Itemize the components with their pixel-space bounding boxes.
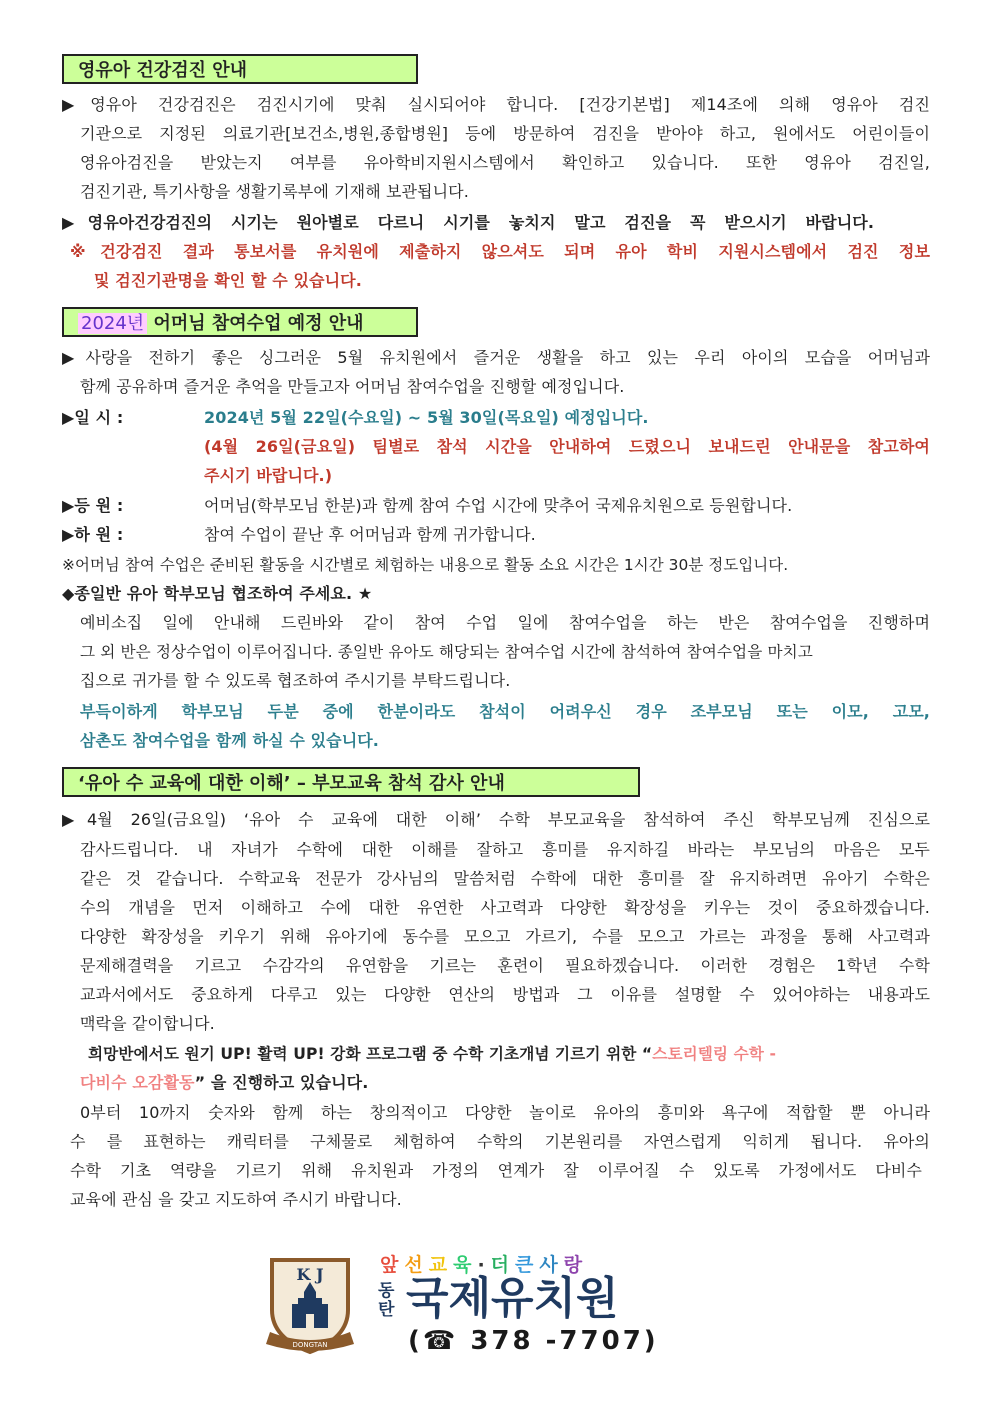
program-line: [88, 1039, 776, 1069]
slogan-char: 육: [453, 1254, 478, 1276]
date-value: 2024년 5월 22일(수요일) ~ 5월 30일(목요일) 예정입니다.: [204, 408, 649, 427]
section-header-math-education: [62, 767, 640, 797]
program-line: [80, 1068, 368, 1098]
health-note-line: ※건강검진 결과 통보서를 유치원에 제출하지 않으셔도 되며 유아 학비 지원시스템에서 검진 정보: [70, 242, 930, 261]
section-header-health-check: [62, 54, 418, 84]
paragraph-line: 예비소집 일에 안내해 드린바와 같이 참여 수업 일에 참여수업을 하는 반은 참여수업을 진행하며: [80, 613, 930, 632]
paragraph-line: ▶영유아건강검진의 시기는 원아별로 다르니 시기를 놓치지 말고 검진을 꼭 받으시기 바랍니다.: [62, 213, 874, 232]
paragraph-line: 0부터 10까지 숫자와 함께 하는 창의적이고 다양한 놀이로 유아의 흥미와 욕구에 적합할 뿐 아니라: [80, 1103, 930, 1122]
program-name: 스토리텔링 수학 -: [652, 1045, 777, 1063]
school-logo: [262, 1250, 732, 1360]
slogan-char: 선: [404, 1254, 429, 1276]
slogan-char: 큰: [515, 1254, 540, 1276]
date-label: ▶일 시 :: [62, 408, 124, 427]
paragraph-line: 문제해결력을 기르고 수감각의 유연함을 기르는 훈련이 필요하겠습니다. 이러한 경험은 1학년 수학: [80, 956, 930, 975]
date-note-line: 주시기 바랍니다.): [204, 466, 333, 485]
emblem-ribbon: DONGTAN: [292, 1341, 328, 1349]
paragraph-line: 감사드립니다. 내 자녀가 수학에 대한 이해를 잘하고 흥미를 유지하길 바라는 부모님의 마음은 모두: [80, 840, 930, 859]
date-note-line: (4월 26일(금요일) 팀별로 참석 시간을 안내하여 드렸으니 보내드린 안내문을 참고하여: [204, 437, 930, 456]
section-header-mother-class: [62, 307, 418, 337]
school-name: 국제유치원: [406, 1273, 619, 1324]
slogan-char: 랑: [563, 1254, 589, 1276]
paragraph-line: 영유아검진을 받았는지 여부를 유아학비지원시스템에서 확인하고 있습니다. 또한 영유아 검진일,: [80, 153, 930, 172]
paragraph-line: 수의 개념을 먼저 이해하고 수에 대한 유연한 사고력과 다양한 확장성을 키우는 것이 중요하겠습니다.: [80, 898, 930, 917]
program-name: 다비수 오감활동: [80, 1073, 195, 1092]
fullday-title: ◆종일반 유아 학부모님 협조하여 주세요. ★: [62, 584, 373, 603]
slogan-char: ·: [477, 1254, 491, 1276]
program-suffix: ” 을 진행하고 있습니다.: [194, 1073, 369, 1092]
fullday-emphasis-line: 삼촌도 참여수업을 함께 하실 수 있습니다.: [80, 731, 379, 750]
leave-value: 참여 수업이 끝난 후 어머님과 함께 귀가합니다.: [204, 525, 536, 544]
city-label: [378, 1282, 394, 1320]
school-emblem-icon: [262, 1252, 358, 1356]
paragraph-line: 교육에 관심 을 갖고 지도하여 주시기 바랍니다.: [70, 1190, 402, 1209]
paragraph-line: 집으로 귀가를 할 수 있도록 협조하여 주시기를 부탁드립니다.: [80, 671, 511, 690]
school-phone: (☎ 378 -7707): [408, 1326, 659, 1356]
section-title: 어머님 참여수업 예정 안내: [147, 313, 364, 334]
paragraph-line: 검진기관, 특기사항을 생활기록부에 기재해 보관됩니다.: [80, 182, 469, 201]
paragraph-line: 같은 것 같습니다. 수학교육 전문가 강사님의 말씀처럼 수학에 대한 흥미를 잘 유지하려면 유아기 수학은: [80, 869, 930, 888]
paragraph-line: 그 외 반은 정상수업이 이루어집니다. 종일반 유아도 해당되는 참여수업 시간에 참석하여 참여수업을 마치고: [80, 643, 813, 661]
paragraph-line: 교과서에서도 중요하게 다루고 있는 다양한 연산의 방법과 그 이유를 설명할 수 있어야하는 내용과도: [80, 985, 930, 1004]
health-note-line: 및 검진기관명을 확인 할 수 있습니다.: [94, 271, 362, 290]
paragraph-line: 다양한 확장성을 키우기 위해 유아기에 동수를 모으고 가르기, 수를 모으고 가르는 과정을 통해 사고력과: [80, 927, 930, 946]
city-bottom: 탄: [378, 1300, 395, 1320]
paragraph-line: 수 를 표현하는 캐릭터를 구체물로 체험하여 수학의 기본원리를 자연스럽게 익히게 됩니다. 유아의: [70, 1132, 930, 1151]
schedule-leave-row: [62, 520, 536, 550]
paragraph-line: ▶영유아 건강검진은 검진시기에 맞춰 실시되어야 합니다. [건강기본법] 제14조에 의해 영유아 검진: [62, 95, 930, 114]
duration-note: ※어머님 참여 수업은 준비된 활동을 시간별로 체험하는 내용으로 활동 소요 시간은 1시간 30분 정도입니다.: [62, 556, 789, 574]
paragraph-line: ▶사랑을 전하기 좋은 싱그러운 5월 유치원에서 즐거운 생활을 하고 있는 우리 아이의 모습을 어머님과: [62, 348, 930, 367]
paragraph-line: 수학 기초 역량을 기르기 위해 유치원과 가정의 연계가 잘 이루어질 수 있도록 가정에서도 다비수: [70, 1161, 922, 1180]
slogan-char: 사: [539, 1254, 564, 1276]
school-slogan: [380, 1250, 588, 1274]
fullday-emphasis-line: 부득이하게 학부모님 두분 중에 한분이라도 참석이 어려우신 경우 조부모님 또는 이모, 고모,: [80, 702, 930, 721]
arrive-value: 어머님(학부모님 한분)과 함께 참여 수업 시간에 맞추어 국제유치원으로 등원합니다.: [204, 496, 793, 515]
schedule-date-row: [62, 403, 649, 433]
slogan-char: 더: [490, 1254, 516, 1276]
slogan-char: 교: [428, 1254, 454, 1276]
emblem-letters: K J: [296, 1265, 324, 1284]
paragraph-line: 함께 공유하며 즐거운 추억을 만들고자 어머님 참여수업을 진행할 예정입니다.: [80, 377, 625, 396]
city-top: 동: [378, 1281, 395, 1301]
paragraph-line: 맥락을 같이합니다.: [80, 1014, 215, 1033]
leave-label: ▶하 원 :: [62, 525, 124, 544]
paragraph-line: 기관으로 지정된 의료기관[보건소,병원,종합병원] 등에 방문하여 검진을 받아야 하고, 원에서도 어린이들이: [80, 124, 930, 143]
program-prefix: 희망반에서도 원기 UP! 활력 UP! 강화 프로그램 중 수학 기초개념 기르기 위한 “: [88, 1045, 653, 1063]
paragraph-line: ▶4월 26일(금요일) ‘유아 수 교육에 대한 이해’ 수학 부모교육을 참석하여 주신 학부모님께 진심으로: [62, 810, 930, 829]
arrive-label: ▶등 원 :: [62, 496, 124, 515]
section-title: ‘유아 수 교육에 대한 이해’ – 부모교육 참석 감사 안내: [78, 773, 505, 794]
slogan-char: 앞: [380, 1254, 405, 1276]
section-title: 영유아 건강검진 안내: [78, 60, 248, 81]
schedule-arrive-row: [62, 491, 792, 521]
header-year: 2024년: [78, 313, 147, 334]
